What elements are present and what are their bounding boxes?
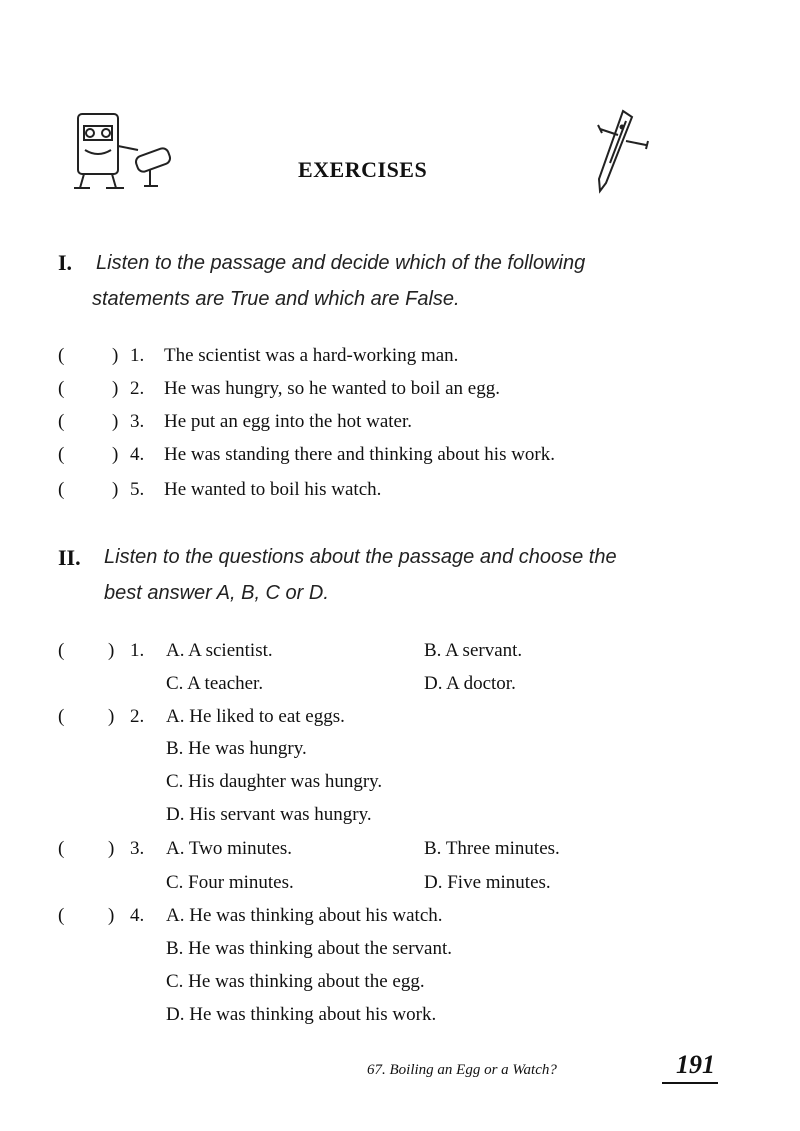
section-1-instruction-line2: statements are True and which are False. bbox=[92, 288, 460, 310]
section-2-instruction-line2: best answer A, B, C or D. bbox=[104, 582, 329, 604]
option-c: C. A teacher. bbox=[166, 673, 264, 694]
answer-blank-open: ( bbox=[58, 905, 65, 926]
option-b: B. He was thinking about the servant. bbox=[166, 938, 453, 959]
item-number: 2. bbox=[130, 378, 145, 399]
footer-lesson-title: 67. Boiling an Egg or a Watch? bbox=[367, 1062, 557, 1078]
option-c: C. His daughter was hungry. bbox=[166, 771, 383, 792]
answer-blank-close: ) bbox=[108, 640, 115, 661]
section-2-number: II. bbox=[58, 545, 81, 570]
item-text: The scientist was a hard-working man. bbox=[164, 345, 459, 366]
item-text: He wanted to boil his watch. bbox=[164, 479, 382, 500]
answer-blank-open: ( bbox=[58, 706, 65, 727]
section-1-instruction-line1: Listen to the passage and decide which of the following bbox=[96, 252, 586, 274]
option-b: B. He was hungry. bbox=[166, 738, 307, 759]
question-number: 4. bbox=[130, 905, 145, 926]
question-number: 3. bbox=[130, 838, 145, 859]
option-d: D. Five minutes. bbox=[424, 872, 551, 893]
answer-blank-open: ( bbox=[58, 479, 65, 500]
option-b: B. Three minutes. bbox=[424, 838, 560, 859]
answer-blank-open: ( bbox=[58, 345, 65, 366]
option-a: A. He liked to eat eggs. bbox=[166, 706, 345, 727]
answer-blank-open: ( bbox=[58, 838, 65, 859]
item-text: He was standing there and thinking about his work. bbox=[164, 444, 556, 465]
page-number: 191 bbox=[676, 1050, 715, 1079]
answer-blank-open: ( bbox=[58, 640, 65, 661]
answer-blank-close: ) bbox=[112, 378, 119, 399]
pencil-character-illustration bbox=[588, 105, 658, 195]
item-number: 5. bbox=[130, 479, 145, 500]
page-number-underline bbox=[662, 1082, 718, 1084]
option-c: C. He was thinking about the egg. bbox=[166, 971, 425, 992]
option-d: D. His servant was hungry. bbox=[166, 804, 372, 825]
answer-blank-close: ) bbox=[112, 479, 119, 500]
option-b: B. A servant. bbox=[424, 640, 523, 661]
section-2-instruction-line1: Listen to the questions about the passage and choose the bbox=[104, 546, 617, 568]
answer-blank-close: ) bbox=[112, 444, 119, 465]
option-c: C. Four minutes. bbox=[166, 872, 294, 893]
answer-blank-close: ) bbox=[108, 838, 115, 859]
cassette-recorder-illustration bbox=[70, 108, 180, 193]
section-1-number: I. bbox=[58, 250, 73, 275]
answer-blank-open: ( bbox=[58, 411, 65, 432]
answer-blank-open: ( bbox=[58, 378, 65, 399]
item-text: He put an egg into the hot water. bbox=[164, 411, 412, 432]
option-a: A. A scientist. bbox=[166, 640, 273, 661]
answer-blank-close: ) bbox=[112, 411, 119, 432]
question-number: 2. bbox=[130, 706, 145, 727]
answer-blank-close: ) bbox=[112, 345, 119, 366]
item-text: He was hungry, so he wanted to boil an egg. bbox=[164, 378, 500, 399]
answer-blank-close: ) bbox=[108, 905, 115, 926]
question-number: 1. bbox=[130, 640, 145, 661]
item-number: 4. bbox=[130, 444, 145, 465]
option-d: D. He was thinking about his work. bbox=[166, 1004, 437, 1025]
item-number: 3. bbox=[130, 411, 145, 432]
answer-blank-close: ) bbox=[108, 706, 115, 727]
page-title: EXERCISES bbox=[298, 157, 428, 182]
item-number: 1. bbox=[130, 345, 145, 366]
answer-blank-open: ( bbox=[58, 444, 65, 465]
option-d: D. A doctor. bbox=[424, 673, 516, 694]
option-a: A. He was thinking about his watch. bbox=[166, 905, 443, 926]
option-a: A. Two minutes. bbox=[166, 838, 293, 859]
